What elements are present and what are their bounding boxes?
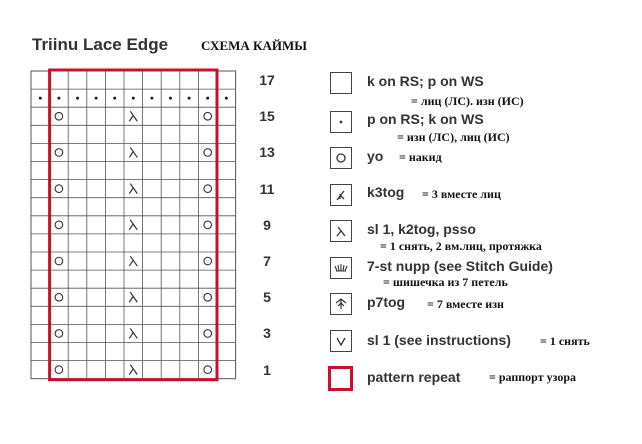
legend-repeat-label: pattern repeat <box>367 369 461 385</box>
purl-dot-icon <box>169 97 172 100</box>
row-number: 9 <box>263 216 271 233</box>
row-number: 17 <box>259 72 275 89</box>
purl-dot-icon <box>206 97 209 100</box>
k3tog-icon <box>330 184 352 206</box>
row-number: 7 <box>263 253 271 270</box>
legend-k3tog-translation: = 3 вместе лиц <box>422 187 501 201</box>
purl-dot-icon <box>132 97 135 100</box>
purl-dot-icon <box>76 97 79 100</box>
legend-knit-label: k on RS; p on WS <box>367 73 484 89</box>
legend-repeat-translation: = раппорт узора <box>489 370 577 384</box>
purl-dot-icon <box>330 111 352 133</box>
legend-nupp-translation: = шишечка из 7 петель <box>383 275 508 289</box>
pattern-repeat-icon <box>328 366 353 391</box>
legend-k3tog-label: k3tog <box>367 184 405 200</box>
purl-dot-icon <box>113 97 116 100</box>
row-number: 5 <box>263 289 271 306</box>
row-number: 3 <box>263 325 271 342</box>
purl-dot-icon <box>188 97 191 100</box>
legend-knit-translation: = лиц (ЛС). изн (ИС) <box>411 94 524 108</box>
yarn-over-icon <box>330 147 352 169</box>
p7tog-icon <box>330 293 352 315</box>
purl-dot-icon <box>225 97 228 100</box>
legend-yo-translation: = накид <box>399 150 442 164</box>
knit-symbol-icon <box>330 72 352 94</box>
row-number: 15 <box>259 108 275 125</box>
chart-title: Triinu Lace Edge <box>32 35 169 54</box>
legend-sk2p-translation: = 1 снять, 2 вм.лиц, протяжка <box>380 239 542 253</box>
legend-sk2p-label: sl 1, k2tog, psso <box>367 221 476 237</box>
purl-dot-icon <box>95 97 98 100</box>
purl-dot-icon <box>150 97 153 100</box>
legend-purl-translation: = изн (ЛС), лиц (ИС) <box>397 130 510 144</box>
nupp-icon <box>330 257 352 279</box>
legend-yo-label: yo <box>367 148 384 164</box>
slip-stitch-icon <box>330 330 352 352</box>
purl-dot-icon <box>39 97 42 100</box>
row-number: 13 <box>259 144 275 161</box>
chart-subtitle: СХЕМА КАЙМЫ <box>201 38 307 53</box>
legend-sl1-label: sl 1 (see instructions) <box>367 332 511 348</box>
row-number: 1 <box>263 361 271 378</box>
purl-dot-icon <box>57 97 60 100</box>
legend-sl1-translation: = 1 снять <box>540 334 590 348</box>
legend-purl-label: p on RS; k on WS <box>367 111 484 127</box>
legend-p7tog-translation: = 7 вместе изн <box>427 297 504 311</box>
legend-nupp-label: 7-st nupp (see Stitch Guide) <box>367 258 553 274</box>
sk2p-icon <box>330 220 352 242</box>
row-number: 11 <box>259 180 275 197</box>
legend-p7tog-label: p7tog <box>367 294 406 310</box>
